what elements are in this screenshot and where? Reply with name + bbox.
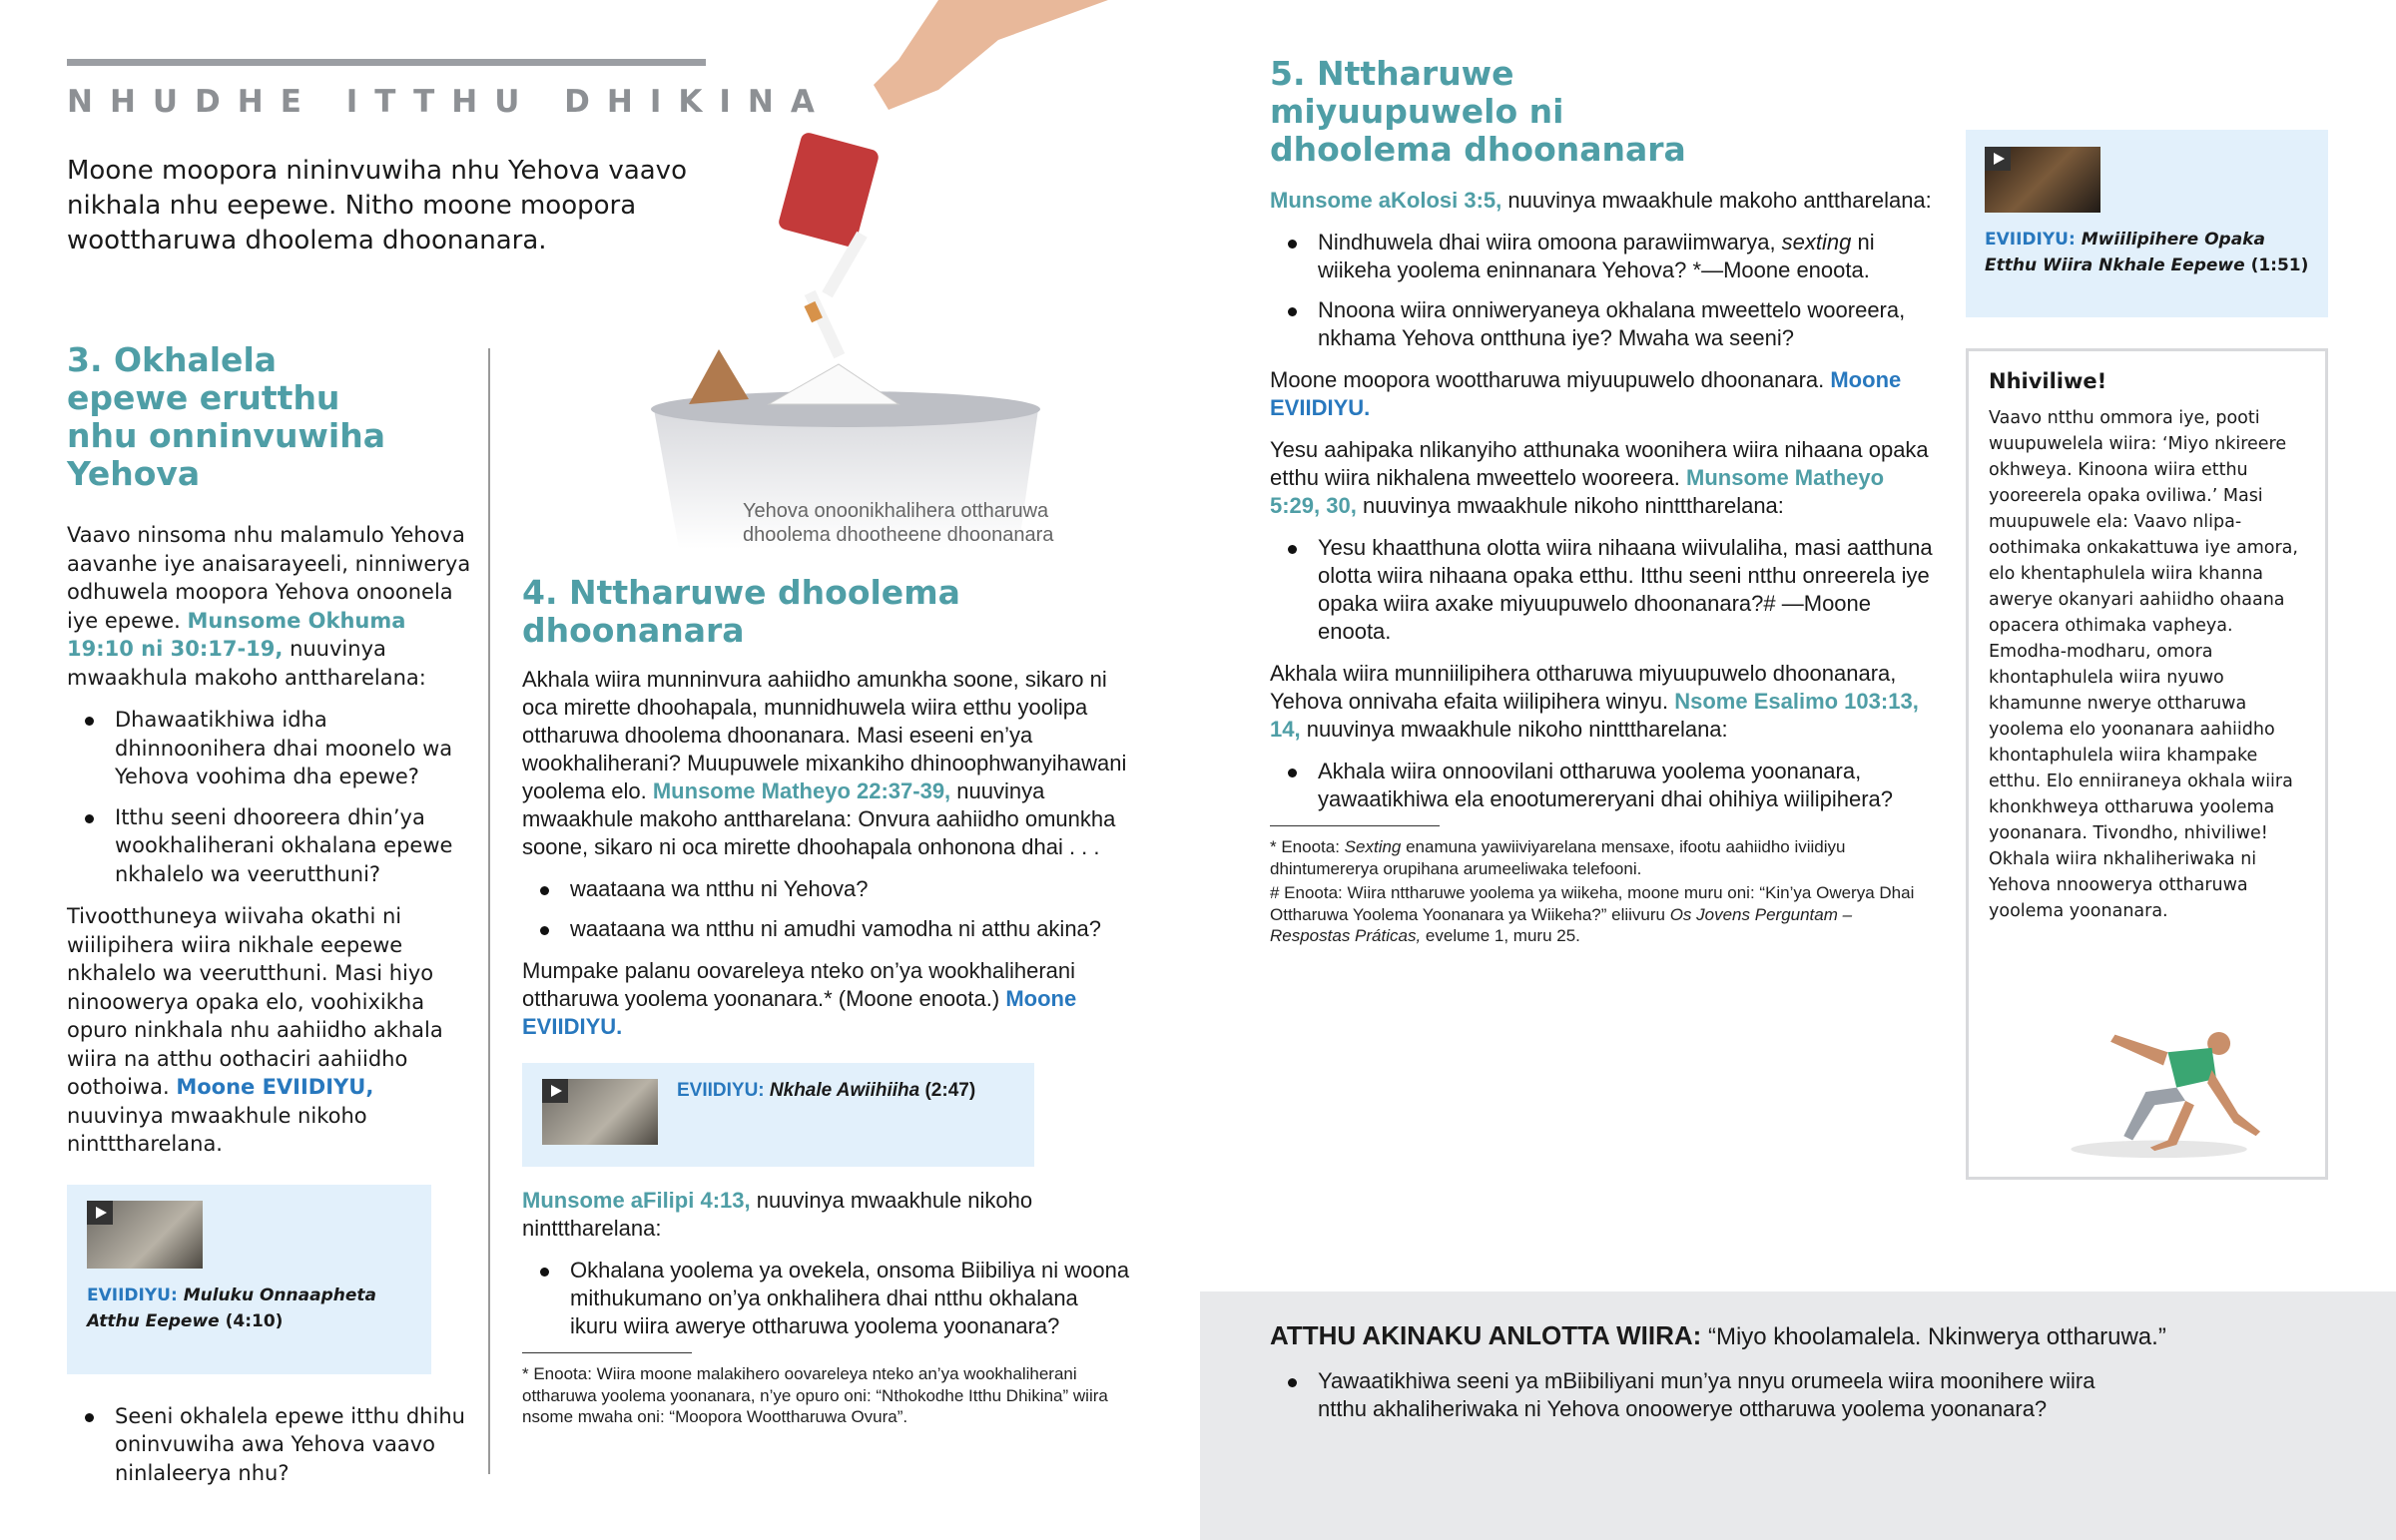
text: Moone moopora woottharuwa miyuupuwelo dhoonanara.	[1270, 367, 1831, 392]
video-label: EVIIDIYU:	[87, 1284, 178, 1305]
text: nuuvinya mwaakhule makoho anttharelana: Onvura aahiidho omunkha soone, sikaro ni oca mirette dhoohapala onhonona dhai . . .	[522, 778, 1116, 859]
question-bullet: Nnoona wiira onniweryaneya okhalana mweettelo wooreera, nkhama Yehova ontthuna iye? Mwaha wa seeni?	[1270, 296, 1937, 352]
video-label: EVIIDIYU:	[1985, 230, 2076, 250]
video-caption	[1985, 227, 2314, 278]
text: Mumpake palanu oovareleya nteko on’ya wookhaliherani ottharuwa yoolema yoonanara.* (Moone enoota.)	[522, 958, 1076, 1011]
text: nuuvinya mwaakhule nikoho nintttharelana:	[1356, 493, 1784, 518]
question-bullet: Yawaatikhiwa seeni ya mBiibiliyani mun’ya nnyu orumeela wiira moonihere wiira ntthu akhaliheriwaka ni Yehova onooweryе ottharuwa yoolema yoonanara?	[1270, 1367, 2128, 1423]
image-caption: Yehova onoonikhalihera ottharuwa dhoolema dhootheene dhoonanara	[743, 500, 1054, 546]
video-duration: (1:51)	[2250, 256, 2309, 275]
question-bullet	[1270, 229, 1937, 284]
video-thumbnail[interactable]	[1985, 147, 2100, 213]
scripture-link[interactable]: Munsome Matheyo 5:29, 30,	[1270, 465, 1885, 518]
video-card[interactable]	[67, 1185, 431, 1374]
text: enamuna yawiiviyarelana mensaxe, ifootu aahiidho iviidiyu dhintumererya orupihana arumeeliwaka telefooni.	[1270, 837, 1846, 878]
text: Akhala wiira munniilipihera ottharuwa miyuupuwelo dhoonanara, Yehova onnivaha efaita wiilipihera winyu.	[1270, 661, 1897, 714]
page-kicker: NHUDHE ITTHU DHIKINA	[67, 84, 832, 120]
text: Vaavo ninsoma nhu malamulo Yehova aavanhe iye anaisarayeeli, ninniwerya odhuwela moopora Yehova onoonela iye epewe.	[67, 523, 471, 633]
video-thumbnail[interactable]	[87, 1201, 203, 1269]
bottom-quote: “Miyo khoolamalela. Nkinwerya ottharuwa.”	[1707, 1323, 2166, 1350]
tip-title: Nhiviliwe!	[1989, 369, 2107, 393]
text: nuuvinya mwaakhule nikoho nintttharelana.	[67, 1103, 367, 1156]
video-title[interactable]: Mwiilipihere Opaka Etthu Wiira Nkhale Eepewe	[1985, 230, 2265, 275]
question-bullet: waataana wa ntthu ni amudhi vamodha ni atthu akina?	[522, 915, 1131, 943]
footnote-rule	[1270, 825, 1440, 826]
column-3	[1270, 55, 1937, 947]
text: Sexting	[1344, 837, 1402, 856]
text: * Enoota:	[1270, 837, 1345, 856]
text: # Enoota: Wiira nttharuwe yoolema ya wiikeha, moone muru oni: “Kin’ya Owerya Dhai Ottharuwa Yoolema Yoonanara ya Wiikeha?” eliivuru	[1270, 883, 1915, 924]
tip-box	[1966, 348, 2328, 1180]
scripture-link[interactable]: Nsome Esalimo 103:13, 14,	[1270, 689, 1919, 742]
tip-text: Vaavo ntthu ommora iye, pooti wuupuwelela wiira: ‘Miyo nkireere okhweya. Kinoona wiira etthu yooreerela opaka oviliwa.’ Masi muupuwele ela: Vaavo nlipa-oothimaka onkakattuwa iye amora, elo khentaphulela wiira khanna awerye okanyari aahiidho ohaana opacera othimaka vapheya. Emodha-modharu, omora khontaphulela wiira nyuwo khamunne nwerye ottharuwa yoolema elo yoonanara aahiidho khontaphulela wiira khampake etthu. Elo enniiraneya okhala wiira khonkhweya ottharuwa yoolema yoonanara. Tivondho, nhiviliwe! Okhala wiira nkhaliheriwaka ni Yehova nnoowerya ottharuwa yoolema yoonanara.	[1989, 408, 2298, 921]
video-thumbnail[interactable]	[542, 1079, 658, 1145]
column-2	[522, 574, 1131, 1428]
column-divider	[488, 348, 490, 1474]
text: nuuvinya mwaakhule nikoho nintttharelana:	[1300, 717, 1728, 742]
play-icon[interactable]	[1985, 147, 2011, 171]
column-1	[67, 341, 476, 1513]
trash-illustration	[639, 0, 1108, 549]
text: nuuvinya mwaakhule makoho anttharelana:	[1501, 188, 1932, 213]
question-bullet: Okhalana yoolema ya ovekela, onsoma Biibiliya ni woona mithukumano on’ya onkhalihera dhai ntthu okhalana ikuru wiira awerye ottharuwa yoolema yoonanara?	[522, 1257, 1131, 1340]
text: Yesu aahipaka nlikanyiho atthunaka woonihera wiira nihaana opaka etthu wiira nikhalena mweettelo wooreera.	[1270, 437, 1929, 490]
section-5-title: 5. Nttharuwe miyuupuwelo ni dhoolema dhoonanara	[1270, 54, 1686, 169]
section-3-body	[67, 521, 476, 1173]
section-4-body-2	[522, 1187, 1131, 1428]
video-link[interactable]: Moone EVIIDIYU.	[1270, 367, 1902, 420]
question-bullet: Itthu seeni dhooreera dhin’ya wookhaliherani okhalana epewe nkhalelo wa veerutthuni?	[67, 803, 476, 889]
video-caption	[677, 1077, 1026, 1105]
bottom-list	[1270, 1367, 2128, 1435]
scripture-link[interactable]: Munsome aFilipi 4:13,	[522, 1188, 751, 1213]
video-title[interactable]: Nkhale Awiihiiha	[769, 1080, 920, 1101]
text: ni wiikeha yoolema eninnanara Yehova? *—Moone enoota.	[1318, 230, 1875, 282]
runner-illustration-icon	[2049, 1017, 2278, 1167]
play-icon[interactable]	[542, 1079, 568, 1103]
question-bullet: Dhawaatikhiwa idha dhinnoonihera dhai moonelo wa Yehova voohima dha epewe?	[67, 706, 476, 791]
final-question	[67, 1402, 476, 1500]
hand-dropping-cigarettes-icon	[639, 0, 1108, 549]
section-4-body	[522, 666, 1131, 1055]
footnote	[1270, 882, 1937, 947]
bottom-panel	[1200, 1291, 2396, 1540]
question-bullet: waataana wa ntthu ni Yehova?	[522, 875, 1131, 903]
video-label: EVIIDIYU:	[677, 1080, 765, 1101]
video-card[interactable]	[522, 1063, 1034, 1167]
video-link[interactable]: Moone EVIIDIYU.	[522, 986, 1077, 1039]
footnote	[1270, 836, 1937, 879]
scripture-link[interactable]: Munsome Matheyo 22:37-39,	[652, 778, 951, 803]
video-link[interactable]: Moone EVIIDIYU,	[176, 1075, 374, 1099]
section-5-body	[1270, 187, 1937, 947]
intro-text: Moone moopora nininvuwiha nhu Yehova vaavo nikhala nhu eepewe. Nitho moone moopora woottharuwa dhoolema dhoonanara.	[67, 156, 687, 256]
video-caption	[87, 1283, 416, 1334]
question-bullet: Seeni okhalela epewe itthu dhihu oninvuwiha awa Yehova vaavo ninlaleerya nhu?	[67, 1402, 476, 1488]
video-title[interactable]: Muluku Onnaapheta Atthu Eepewe	[87, 1284, 376, 1331]
scripture-link[interactable]: Munsome aKolosi 3:5,	[1270, 188, 1502, 213]
header-rule	[67, 59, 706, 66]
footnote: * Enoota: Wiira moone malakihero oovareleya nteko an’ya wookhaliherani ottharuwa yoolema yoonanara, n’ye opuro oni: “Nthokodhe Itthu Dhikina” wiira nsome mwaha oni: “Moopora Woottharuwa Ovura”.	[522, 1364, 1108, 1426]
video-duration: (2:47)	[924, 1080, 976, 1101]
bottom-heading	[1270, 1321, 2368, 1351]
text: Akhala wiira munninvura aahiidho amunkha soone, sikaro ni oca mirette dhoohapala, munnidhuwela wiira etthu yoolipa ottharuwa dhoolema dhoonanara. Masi eseeni en’ya wookhaliherani? Muupuwele mixankiho dhinoophwanyihawani yoolema elo.	[522, 667, 1127, 803]
text: nuuvinya mwaakhule nikoho nintttharelana:	[522, 1188, 1033, 1241]
section-4-title: 4. Nttharuwe dhoolema dhoonanara	[522, 573, 960, 650]
video-duration: (4:10)	[225, 1310, 284, 1331]
play-icon[interactable]	[87, 1201, 113, 1225]
question-bullet: Akhala wiira onnoovilani ottharuwa yoolema yoonanara, yawaatikhiwa ela enootumereryani dhai ohihiya wiilipihera?	[1270, 758, 1937, 813]
scripture-link[interactable]: Munsome Okhuma 19:10 ni 30:17-19,	[67, 608, 406, 661]
bottom-label: ATTHU AKINAKU ANLOTTA WIIRA:	[1270, 1320, 1702, 1350]
text: Nindhuwela dhai wiira omoona parawiimwarya,	[1318, 230, 1782, 255]
question-bullet: Yesu khaatthuna olotta wiira nihaana wiivulaliha, masi aatthuna olotta wiira nihaana opaka etthu. Itthu seeni ntthu onreerela iye opaka wiira axake miyuupuwelo dhoonanara?# —Moone enoota.	[1270, 534, 1937, 646]
section-3-title: 3. Okhalela epewe erutthu nhu onninvuwiha Yehova	[67, 340, 385, 493]
footnote-rule	[522, 1352, 692, 1353]
text: nuuvinya mwaakhula makoho anttharelana:	[67, 637, 426, 690]
text: evelume 1, muru 25.	[1421, 926, 1580, 945]
text: Os Jovens Perguntam – Respostas Práticas,	[1270, 904, 1853, 945]
text: Tivootthuneya wiivaha okathi ni wiilipihera wiira nikhale eepewe nkhalelo wa veerutthuni. Masi hiyo ninoowerya opaka elo, voohixikha opuro ninkhala nhu aahiidho akhala wiira na atthu oothaciri aahiidho oothoiwa.	[67, 904, 443, 1099]
text: sexting	[1781, 230, 1852, 255]
video-card[interactable]	[1966, 130, 2328, 317]
